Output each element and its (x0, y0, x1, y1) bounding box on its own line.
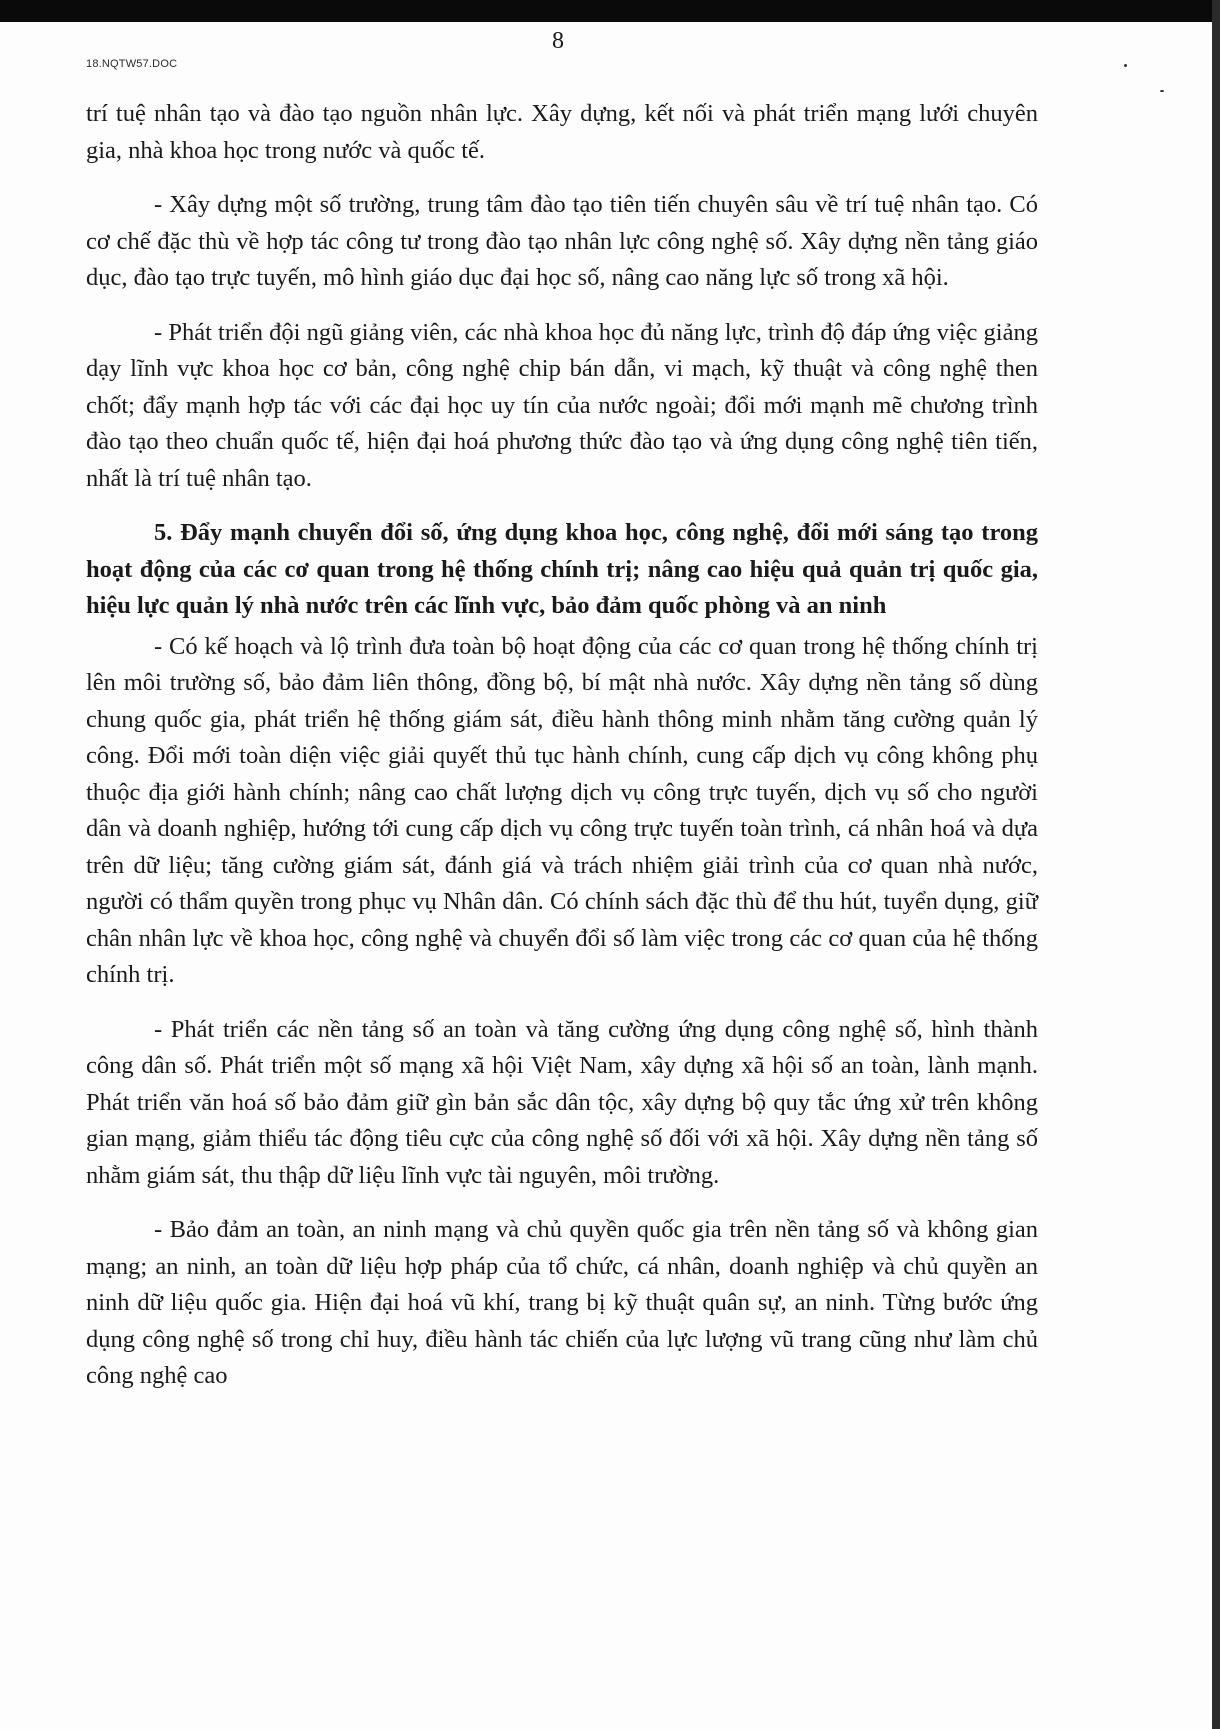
document-body (86, 96, 1038, 1413)
paragraph-training-centers: - Xây dựng một số trường, trung tâm đào tạo tiên tiến chuyên sâu về trí tuệ nhân tạo. Có cơ chế đặc thù về hợp tác công tư trong đào tạo nhân lực công nghệ số. Xây dựng nền tảng giáo dục, đào tạo trực tuyến, mô hình giáo dục đại học số, nâng cao năng lực số trong xã hội. (86, 191, 1038, 291)
paragraph-cyber-security: - Bảo đảm an toàn, an ninh mạng và chủ quyền quốc gia trên nền tảng số và không gian mạng; an ninh, an toàn dữ liệu hợp pháp của tổ chức, cá nhân, doanh nghiệp và chủ quyền an ninh dữ liệu quốc gia. Hiện đại hoá vũ khí, trang bị kỹ thuật quân sự, an ninh. Từng bước ứng dụng công nghệ số trong chỉ huy, điều hành tác chiến của lực lượng vũ trang cũng như làm chủ công nghệ cao (86, 1216, 1038, 1389)
file-label: 18.NQTW57.DOC (86, 58, 178, 70)
section-heading-5: 5. Đẩy mạnh chuyển đổi số, ứng dụng khoa học, công nghệ, đổi mới sáng tạo trong hoạt động của các cơ quan trong hệ thống chính trị; nâng cao hiệu quả quản trị quốc gia, hiệu lực quản lý nhà nước trên các lĩnh vực, bảo đảm quốc phòng và an ninh (86, 519, 1038, 619)
scan-right-border (1212, 0, 1220, 1729)
scan-speck (1124, 64, 1127, 67)
paragraph-lecturers: - Phát triển đội ngũ giảng viên, các nhà khoa học đủ năng lực, trình độ đáp ứng việc giảng dạy lĩnh vực khoa học cơ bản, công nghệ chip bán dẫn, vi mạch, kỹ thuật và công nghệ then chốt; đẩy mạnh hợp tác với các đại học uy tín của nước ngoài; đổi mới mạnh mẽ chương trình đào tạo theo chuẩn quốc tế, hiện đại hoá phương thức đào tạo và ứng dụng công nghệ tiên tiến, nhất là trí tuệ nhân tạo. (86, 318, 1038, 492)
paragraph-digital-society: - Phát triển các nền tảng số an toàn và tăng cường ứng dụng công nghệ số, hình thành công dân số. Phát triển một số mạng xã hội Việt Nam, xây dựng xã hội số an toàn, lành mạnh. Phát triển văn hoá số bảo đảm giữ gìn bản sắc dân tộc, xây dựng bộ quy tắc ứng xử trên không gian mạng, giảm thiểu tác động tiêu cực của công nghệ số đối với xã hội. Xây dựng nền tảng số nhằm giám sát, thu thập dữ liệu lĩnh vực tài nguyên, môi trường. (86, 1015, 1038, 1189)
paragraph-continuation: trí tuệ nhân tạo và đào tạo nguồn nhân lực. Xây dựng, kết nối và phát triển mạng lưới chuyên gia, nhà khoa học trong nước và quốc tế. (86, 100, 1038, 164)
scan-top-border (0, 0, 1220, 22)
scan-speck (1160, 90, 1164, 92)
page-number: 8 (552, 28, 564, 54)
paragraph-digital-government: - Có kế hoạch và lộ trình đưa toàn bộ hoạt động của các cơ quan trong hệ thống chính trị lên môi trường số, bảo đảm liên thông, đồng bộ, bí mật nhà nước. Xây dựng nền tảng số dùng chung quốc gia, phát triển hệ thống giám sát, điều hành thông minh nhằm tăng cường quản lý công. Đổi mới toàn diện việc giải quyết thủ tục hành chính, cung cấp dịch vụ công không phụ thuộc địa giới hành chính; nâng cao chất lượng dịch vụ công trực tuyến, dịch vụ số cho người dân và doanh nghiệp, hướng tới cung cấp dịch vụ công trực tuyến toàn trình, cá nhân hoá và dựa trên dữ liệu; tăng cường giám sát, đánh giá và trách nhiệm giải trình của cơ quan nhà nước, người có thẩm quyền trong phục vụ Nhân dân. Có chính sách đặc thù để thu hút, tuyển dụng, giữ chân nhân lực về khoa học, công nghệ và chuyển đổi số làm việc trong các cơ quan của hệ thống chính trị. (86, 632, 1038, 988)
